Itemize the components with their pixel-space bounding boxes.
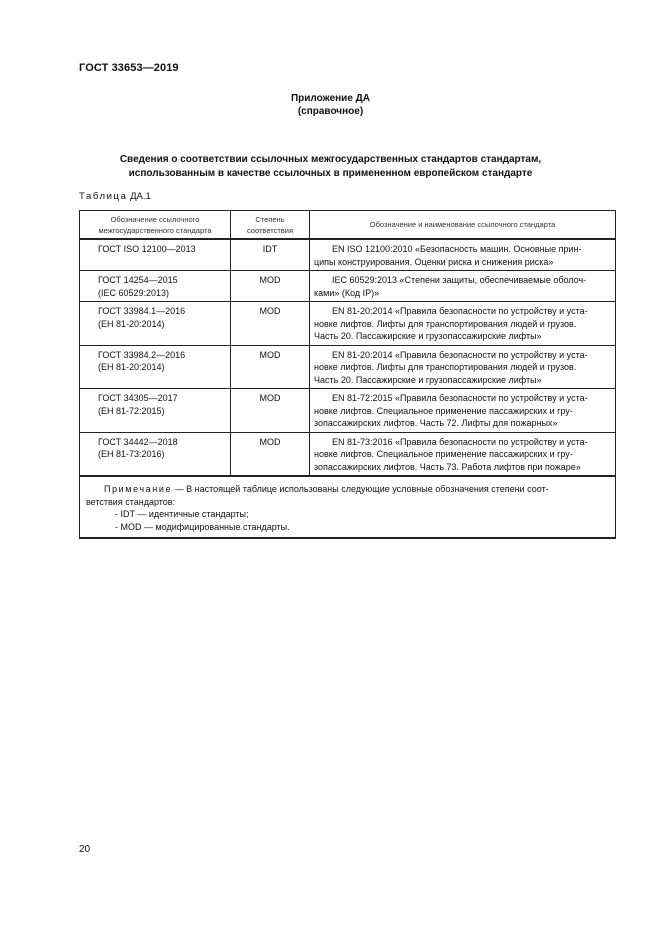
standard-cell: ГОСТ 14254—2015 (IEC 60529:2013) <box>80 271 231 302</box>
degree-cell: MOD <box>231 271 310 302</box>
table-caption-id: ДА.1 <box>127 191 151 202</box>
degree-cell: MOD <box>231 345 310 389</box>
table-row <box>80 239 616 271</box>
section-heading <box>79 153 582 181</box>
table-caption-label: Таблица <box>79 191 128 202</box>
note-item: - MOD — модифицированные стандарты. <box>115 521 290 532</box>
table-note-row <box>80 476 616 538</box>
standard-cell: ГОСТ 33984.2—2016 (ЕН 81-20:2014) <box>80 345 231 389</box>
column-header-degree: Степень соответствия <box>231 211 310 240</box>
reference-cell: EN 81-20:2014 «Правила безопасности по устройству и уста- новке лифтов. Лифты для транспортирования людей и грузов. Часть 20. Пассажирские и грузопассажирские лифты» <box>310 302 616 346</box>
table-header-row <box>80 211 616 240</box>
reference-cell: EN 81-73:2016 «Правила безопасности по устройству и уста- новке лифтов. Специальное применение пассажирских и гру- зопассажирских лифтов. Часть 73. Работа лифтов при пожаре» <box>310 432 616 476</box>
table-note: Примечание — В настоящей таблице использованы следующие условные обозначения степени соот- ветствия стандартов: - IDT — идентичные стандарты; - MOD — модифицированные стандарты. <box>80 476 616 538</box>
table-row <box>80 271 616 302</box>
reference-standards-table <box>79 210 616 539</box>
degree-cell: IDT <box>231 239 310 271</box>
appendix-title-block <box>0 92 661 118</box>
note-label: Примечание <box>104 484 173 494</box>
section-heading-line: использованным в качестве ссылочных в примененном европейском стандарте <box>128 168 533 179</box>
page-number: 20 <box>79 844 91 855</box>
document-code: ГОСТ 33653—2019 <box>79 62 179 74</box>
reference-cell: EN ISO 12100:2010 «Безопасность машин. Основные прин- ципы конструирования. Оценки риска и снижения риска» <box>310 239 616 271</box>
section-heading-line: Сведения о соответствии ссылочных межгосударственных стандартов стандартам, <box>119 154 542 165</box>
column-header-reference: Обозначение и наименование ссылочного стандарта <box>310 211 616 240</box>
standard-cell: ГОСТ 34442—2018 (ЕН 81-73:2016) <box>80 432 231 476</box>
degree-cell: MOD <box>231 302 310 346</box>
degree-cell: MOD <box>231 432 310 476</box>
note-item: - IDT — идентичные стандарты; <box>115 509 249 519</box>
table-row <box>80 302 616 346</box>
table-row <box>80 345 616 389</box>
table-row <box>80 432 616 476</box>
standard-cell: ГОСТ 33984.1—2016 (ЕН 81-20:2014) <box>80 302 231 346</box>
reference-cell: EN 81-72:2015 «Правила безопасности по устройству и уста- новке лифтов. Специальное применение пассажирских и гру- зопассажирских лифтов. Часть 72. Лифты для пожарных» <box>310 389 616 433</box>
table-row <box>80 389 616 433</box>
standard-cell: ГОСТ 34305—2017 (ЕН 81-72:2015) <box>80 389 231 433</box>
reference-cell: EN 81-20:2014 «Правила безопасности по устройству и уста- новке лифтов. Лифты для транспортирования людей и грузов. Часть 20. Пассажирские и грузопассажирские лифты» <box>310 345 616 389</box>
appendix-title: Приложение ДА <box>290 93 371 104</box>
standard-cell: ГОСТ ISO 12100—2013 <box>80 239 231 271</box>
column-header-standard: Обозначение ссылочного межгосударственного стандарта <box>80 211 231 240</box>
table-caption <box>79 191 151 202</box>
reference-cell: IEC 60529:2013 «Степени защиты, обеспечиваемые оболоч- ками» (Код IP)» <box>310 271 616 302</box>
appendix-subtitle: (справочное) <box>297 106 364 117</box>
degree-cell: MOD <box>231 389 310 433</box>
